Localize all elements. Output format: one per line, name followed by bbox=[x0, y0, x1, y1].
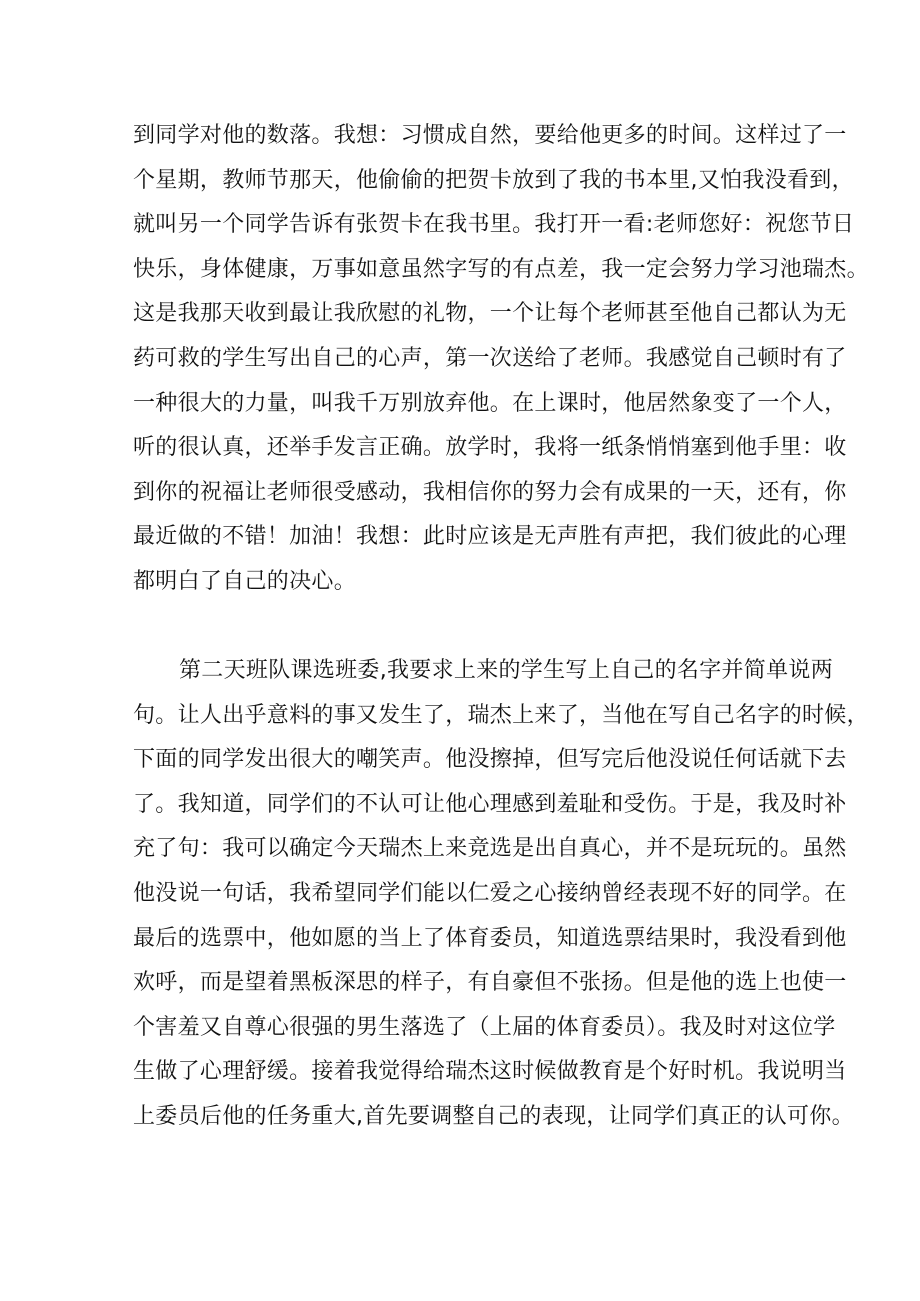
paragraph-line: 到你的祝福让老师很受感动，我相信你的努力会有成果的一天，还有，你 bbox=[133, 479, 847, 505]
paragraph-line: 充了句：我可以确定今天瑞杰上来竞选是出自真心，并不是玩玩的。虽然 bbox=[133, 836, 847, 862]
paragraph-2 bbox=[133, 649, 869, 1140]
paragraph-line: 就叫另一个同学告诉有张贺卡在我书里。我打开一看:老师您好：祝您节日 bbox=[133, 212, 855, 238]
paragraph-line: 最后的选票中，他如愿的当上了体育委员，知道选票结果时，我没看到他 bbox=[133, 925, 847, 951]
paragraph-line: 个害羞又自尊心很强的男生落选了（上届的体育委员）。我及时对这位学 bbox=[133, 1014, 836, 1040]
paragraph-line: 到同学对他的数落。我想：习惯成自然，要给他更多的时间。这样过了一 bbox=[133, 123, 847, 148]
paragraph-line: 他没说一句话，我希望同学们能以仁爱之心接纳曾经表现不好的同学。在 bbox=[133, 880, 847, 906]
paragraph-line: 上委员后他的任务重大,首先要调整自己的表现，让同学们真正的认可你。 bbox=[133, 1103, 854, 1129]
paragraph-line: 快乐，身体健康，万事如意虽然字写的有点差，我一定会努力学习池瑞杰。 bbox=[133, 256, 869, 282]
paragraph-line: 这是我那天收到最让我欣慰的礼物，一个让每个老师甚至他自己都认为无 bbox=[133, 301, 847, 327]
paragraph-first-line: 第二天班队课选班委,我要求上来的学生写上自己的名字并简单说两 bbox=[179, 658, 833, 683]
paragraph-1 bbox=[133, 114, 869, 605]
paragraph-line: 欢呼，而是望着黑板深思的样子，有自豪但不张扬。但是他的选上也使一 bbox=[133, 970, 847, 996]
paragraph-line: 最近做的不错！加油！我想：此时应该是无声胜有声把，我们彼此的心理 bbox=[133, 524, 847, 550]
paragraph-line: 句。让人出乎意料的事又发生了，瑞杰上来了，当他在写自己名字的时候， bbox=[133, 702, 869, 728]
paragraph-line: 药可救的学生写出自己的心声，第一次送给了老师。我感觉自己顿时有了 bbox=[133, 345, 847, 371]
paragraph-line: 个星期，教师节那天，他偷偷的把贺卡放到了我的书本里,又怕我没看到， bbox=[133, 167, 854, 193]
paragraph-line: 都明白了自己的决心。 bbox=[133, 568, 357, 594]
paragraph-line: 生做了心理舒缓。接着我觉得给瑞杰这时候做教育是个好时机。我说明当 bbox=[133, 1059, 847, 1085]
paragraph-line: 一种很大的力量，叫我千万别放弃他。在上课时，他居然象变了一个人， bbox=[133, 390, 847, 416]
paragraph-line: 听的很认真，还举手发言正确。放学时，我将一纸条悄悄塞到他手里：收 bbox=[133, 435, 847, 461]
paragraph-line: 了。我知道，同学们的不认可让他心理感到羞耻和受伤。于是，我及时补 bbox=[133, 791, 847, 817]
paragraph-line: 下面的同学发出很大的嘲笑声。他没擦掉，但写完后他没说任何话就下去 bbox=[133, 747, 847, 773]
